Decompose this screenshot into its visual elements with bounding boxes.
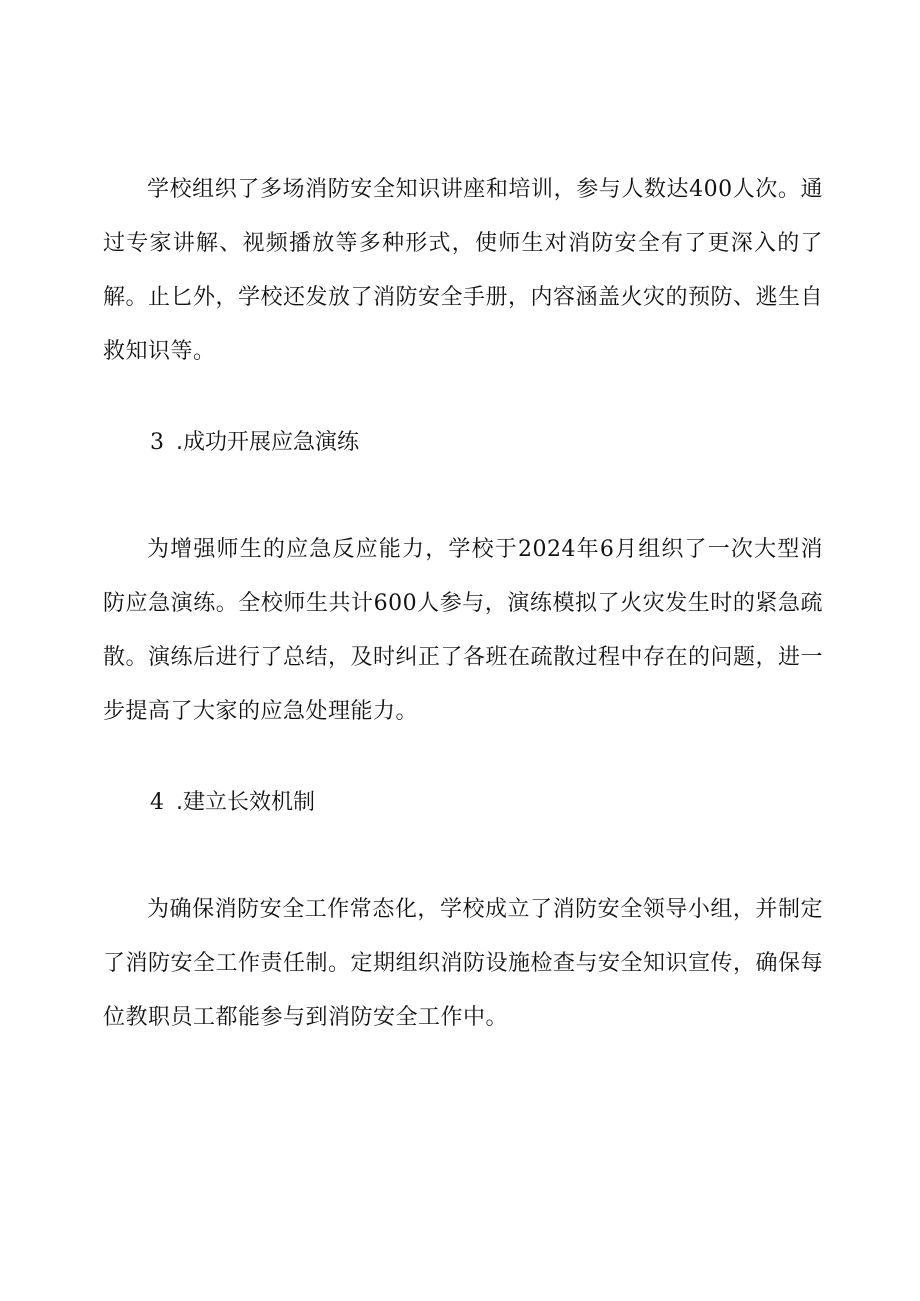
section-heading-4	[150, 788, 315, 818]
section-heading-3	[150, 428, 359, 458]
section-number-3: 3	[150, 430, 164, 455]
paragraph-emergency-drill: 为增强师生的应急反应能力，学校于2024年6月组织了一次大型消防应急演练。全校师生共计600人参与，演练模拟了火灾发生时的紧急疏散。演练后进行了总结，及时纠正了各班在疏散过程中存在的问题，进一步提高了大家的应急处理能力。	[103, 537, 824, 724]
paragraph-long-term-mechanism: 为确保消防安全工作常态化，学校成立了消防安全领导小组，并制定了消防安全工作责任制。定期组织消防设施检查与安全知识宣传，确保每位教职员工都能参与到消防安全工作中。	[103, 897, 824, 1030]
paragraph-training: 学校组织了多场消防安全知识讲座和培训，参与人数达400人次。通过专家讲解、视频播放等多种形式，使师生对消防安全有了更深入的了解。止匕外，学校还发放了消防安全手册，内容涵盖火灾的预防、逃生自救知识等。	[103, 177, 824, 364]
section-title-3: .成功开展应急演练	[176, 430, 359, 455]
section-number-4: 4	[150, 790, 164, 815]
section-title-4: .建立长效机制	[176, 790, 315, 815]
